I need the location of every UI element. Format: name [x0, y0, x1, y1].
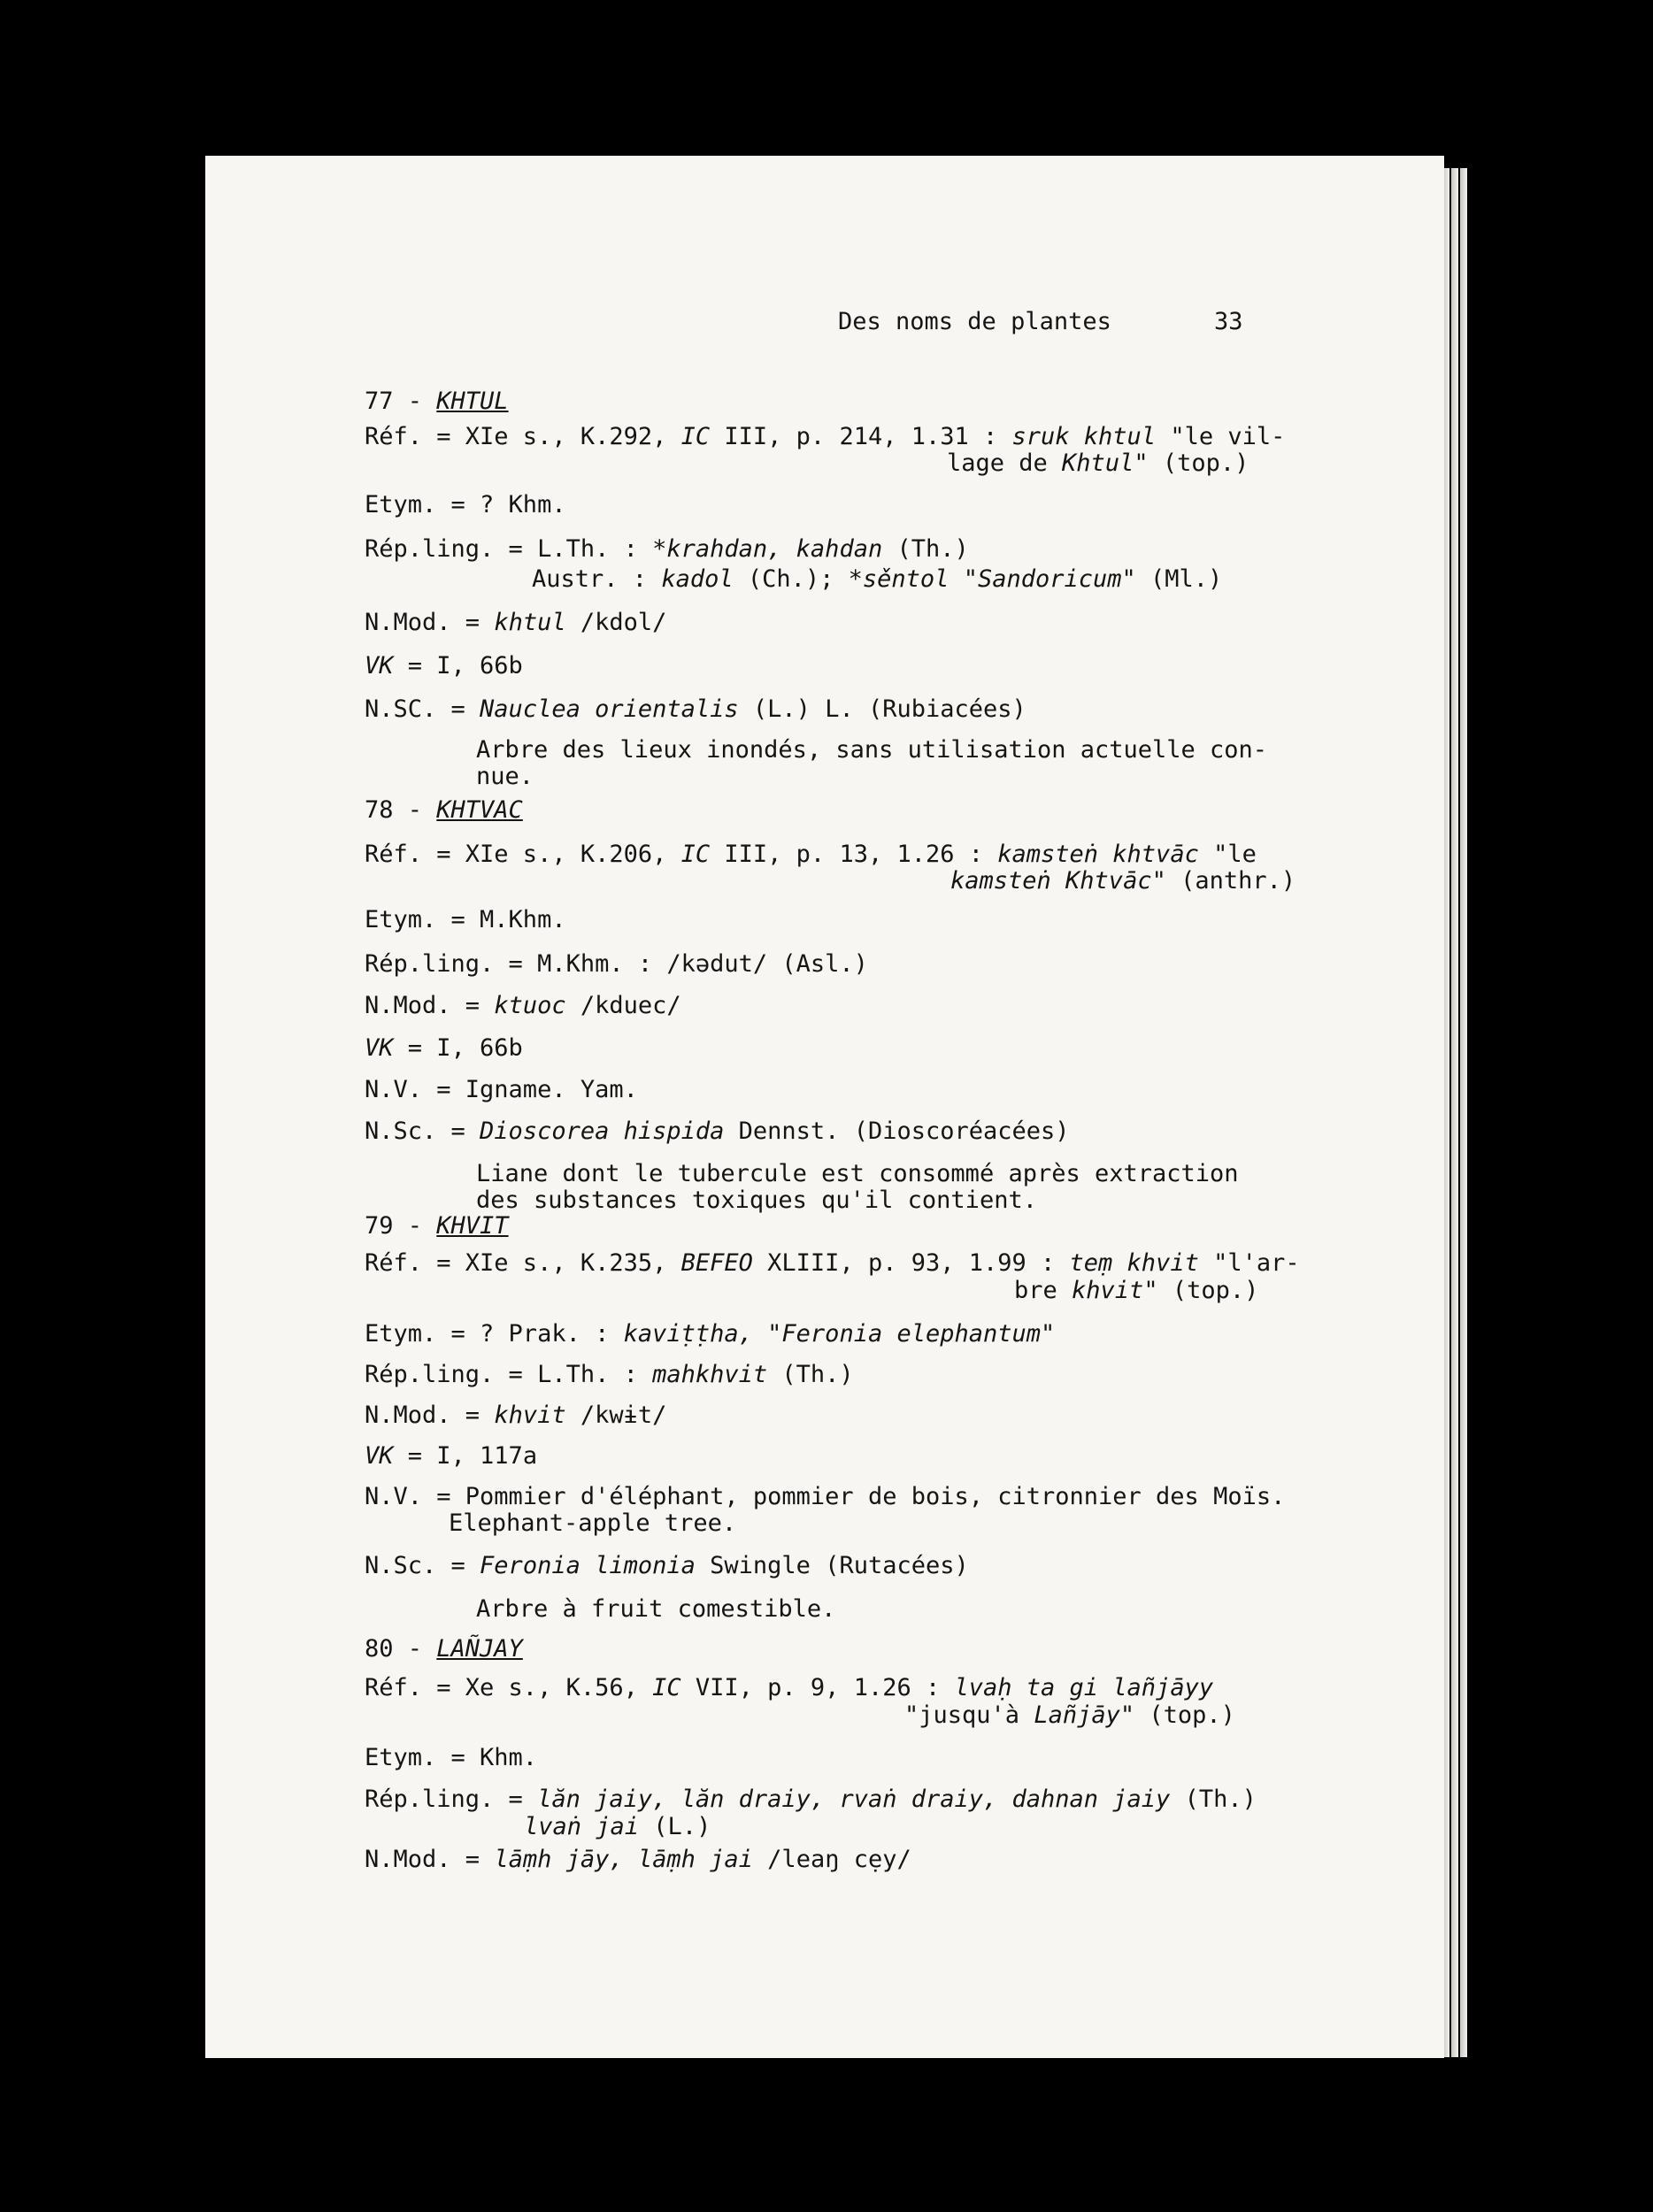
reference-line-cont: "jusqu'à Lañjāy" (top.)	[904, 1701, 1235, 1729]
headword: KHTVAC	[436, 796, 523, 824]
linguistic-line: Rép.ling. = M.Khm. : /kədut/ (Asl.)	[365, 950, 868, 978]
vernacular-name-line: N.V. = Igname. Yam.	[365, 1076, 638, 1103]
linguistic-line: Rép.ling. = L.Th. : mahkhvit (Th.)	[365, 1361, 854, 1388]
reference-line: Réf. = XIe s., K.292, IC III, p. 214, 1.31 : sruk khtul "le vil-	[365, 423, 1286, 450]
description-line: des substances toxiques qu'il contient.	[476, 1187, 1037, 1214]
page-edge	[1451, 168, 1458, 2057]
entry-heading: 79 - KHVIT	[365, 1212, 509, 1240]
reference-line: Réf. = Xe s., K.56, IC VII, p. 9, 1.26 : lvaḥ ta gi lañjāyy	[365, 1674, 1214, 1701]
description-line: Arbre à fruit comestible.	[476, 1595, 836, 1623]
headword: KHTUL	[436, 388, 509, 415]
etymology-line: Etym. = ? Prak. : kaviṭṭha, "Feronia elephantum"	[365, 1320, 1056, 1348]
vernacular-name-line-cont: Elephant-apple tree.	[449, 1509, 737, 1537]
etymology-line: Etym. = ? Khm.	[365, 491, 566, 518]
description-line: Liane dont le tubercule est consommé après extraction	[476, 1160, 1239, 1187]
etymology-line: Etym. = Khm.	[365, 1744, 538, 1771]
etymology-line: Etym. = M.Khm.	[365, 906, 566, 933]
entry-heading: 80 - LAÑJAY	[365, 1635, 523, 1663]
entry-heading: 78 - KHTVAC	[365, 796, 523, 824]
reference-line-cont: lage de Khtul" (top.)	[947, 449, 1249, 477]
reference-line: Réf. = XIe s., K.235, BEFEO XLIII, p. 93, 1.99 : teṃ khvit "l'ar-	[365, 1249, 1300, 1277]
page-number: 33	[1214, 308, 1243, 335]
description-line: nue.	[476, 763, 534, 790]
modern-name-line: N.Mod. = lāṃh jāy, lāṃh jai /leaŋ cẹy/	[365, 1846, 911, 1873]
scientific-name-line: N.Sc. = Feronia limonia Swingle (Rutacées)	[365, 1552, 969, 1579]
headword: KHVIT	[436, 1212, 509, 1240]
description-line: Arbre des lieux inondés, sans utilisation actuelle con-	[476, 736, 1268, 764]
book-page	[205, 156, 1444, 2058]
modern-name-line: N.Mod. = khtul /kdol/	[365, 609, 667, 636]
scientific-name-line: N.Sc. = Dioscorea hispida Dennst. (Dioscoréacées)	[365, 1118, 1070, 1145]
modern-name-line: N.Mod. = ktuoc /kduec/	[365, 992, 681, 1019]
running-title: Des noms de plantes	[838, 308, 1111, 335]
reference-line-cont: bre khvit" (top.)	[1014, 1277, 1259, 1304]
linguistic-line-cont: Austr. : kadol (Ch.); *sěntol "Sandoricum" (Ml.)	[532, 565, 1223, 593]
linguistic-line: Rép.ling. = L.Th. : *krahdan, kahdan (Th.)	[365, 535, 969, 563]
vk-line: VK = I, 66b	[365, 1034, 523, 1062]
reference-line-cont: kamsteṅ Khtvāc" (anthr.)	[950, 867, 1296, 895]
entry-heading: 77 - KHTUL	[365, 388, 509, 415]
vk-line: VK = I, 66b	[365, 652, 523, 680]
reference-line: Réf. = XIe s., K.206, IC III, p. 13, 1.26 : kamsteṅ khtvāc "le	[365, 841, 1257, 868]
scientific-name-line: N.SC. = Nauclea orientalis (L.) L. (Rubiacées)	[365, 695, 1026, 723]
page-text	[205, 156, 1444, 2058]
modern-name-line: N.Mod. = khvit /kwɨt/	[365, 1402, 667, 1429]
linguistic-line: Rép.ling. = lăn jaiy, lăn draiy, rvaṅ draiy, dahnan jaiy (Th.)	[365, 1786, 1257, 1813]
page-edge	[1460, 168, 1467, 2057]
headword: LAÑJAY	[436, 1635, 523, 1663]
vk-line: VK = I, 117a	[365, 1442, 538, 1470]
linguistic-line-cont: lvaṅ jai (L.)	[524, 1813, 711, 1840]
vernacular-name-line: N.V. = Pommier d'éléphant, pommier de bois, citronnier des Moïs.	[365, 1483, 1286, 1510]
